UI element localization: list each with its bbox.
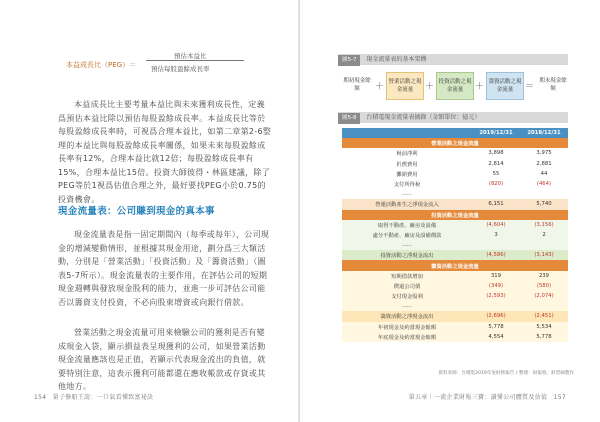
value-cell xyxy=(472,189,520,199)
row-label-cell: 折舊費用 xyxy=(342,159,472,169)
value-cell: (820) xyxy=(472,179,520,189)
box-closing-cash: 期末現金餘額 xyxy=(538,72,568,98)
table-row xyxy=(342,148,568,158)
value-cell: 55 xyxy=(472,169,520,179)
value-cell: 3,975 xyxy=(520,148,568,158)
table-row xyxy=(342,210,568,220)
value-cell: 5,778 xyxy=(472,322,520,332)
value-cell: 319 xyxy=(472,271,520,281)
fraction-line xyxy=(146,60,244,61)
table-row xyxy=(342,230,568,240)
formula-numerator: 預估本益比 xyxy=(174,52,207,60)
table-row xyxy=(342,260,568,270)
value-cell: (3,143) xyxy=(520,250,568,260)
row-label-cell: 取得不動產、廠房及設備 xyxy=(342,220,472,230)
header-cell xyxy=(342,128,472,138)
value-cell: 6,151 xyxy=(472,199,520,209)
row-label-cell: 攤銷費用 xyxy=(342,169,472,179)
value-cell: (580) xyxy=(520,281,568,291)
row-label-cell: 處分不動產、廠房及設備價款 xyxy=(342,230,472,240)
row-label-cell: 籌資活動之淨現金流出 xyxy=(342,311,472,321)
formula-label: 本益成長比（PEG）＝ xyxy=(66,61,137,69)
row-label-cell: 年底現金及約當現金餘額 xyxy=(342,332,472,342)
paragraph-operating: 營業活動之現金流量可用來檢驗公司的獲利是否有變成現金入袋，顯示損益表呈現獲利的公司，如果營業活動現金流量應該也是正值，若顯示代表現金流出的負值，就要特別注意，這表示獲利可能都還在應收帳款或存貨或其他地方。 xyxy=(58,328,266,391)
value-cell xyxy=(472,301,520,311)
table-row xyxy=(342,332,568,342)
value-cell: 3 xyxy=(472,230,520,240)
formula-denominator: 預估每股盈餘成長率 xyxy=(151,65,210,73)
table-row xyxy=(342,281,568,291)
value-cell xyxy=(520,189,568,199)
figure-tag: 圖5-8 xyxy=(338,113,360,124)
box-investing: 投資活動之現金流量 xyxy=(436,72,474,100)
table-row xyxy=(342,271,568,281)
table-row xyxy=(342,301,568,311)
value-cell: 5,740 xyxy=(520,199,568,209)
value-cell: (2,593) xyxy=(472,291,520,301)
value-cell: (2,074) xyxy=(520,291,568,301)
section-header-cell: 營業活動之現金流量 xyxy=(342,138,568,148)
section-header-cell: 籌資活動之現金流量 xyxy=(342,260,568,270)
row-label-cell: 支付現金股利 xyxy=(342,291,472,301)
value-cell xyxy=(520,301,568,311)
value-cell: (2,451) xyxy=(520,311,568,321)
value-cell: 239 xyxy=(520,271,568,281)
table-row xyxy=(342,322,568,332)
plus-symbol: ＋ xyxy=(425,82,435,92)
figure-tag: 圖5-7 xyxy=(338,55,360,66)
paragraph-cashflow: 現金流量表是指一固定期間內（每季或每年），公司現金的增減變動情形，並根據其現金用途，劃分爲三大類活動，分別是「營業活動」「投資活動」及「籌資活動」（圖表5-7所示）。現金流量表的主要作用，在評估公司的短期現金週轉與發放現金股利的能力，並進一步可評估公司能否以籌資支付投資，不必向股東增資或向銀行借款。 xyxy=(58,230,270,307)
right-footer: 第五章｜一流企業財報三寶：讀懂公司體質及估值 157 xyxy=(408,394,566,401)
row-label-cell: 支付所得稅 xyxy=(342,179,472,189)
row-label-cell: 投資活動之淨現金流出 xyxy=(342,250,472,260)
value-cell: 2 xyxy=(520,230,568,240)
value-cell xyxy=(520,240,568,250)
box-opening-cash: 期初現金餘額 xyxy=(342,72,372,98)
row-label-cell: 償還公司債 xyxy=(342,281,472,291)
box-operating: 營業活動之現金流量 xyxy=(386,72,424,100)
left-footer: 154 量子修船王說：一口氣看懂致富祕訣 xyxy=(34,394,154,401)
table-row xyxy=(342,250,568,260)
plus-symbol: ＋ xyxy=(475,82,485,92)
figure-5-7-header xyxy=(338,54,568,65)
table-row xyxy=(342,189,568,199)
cashflow-table xyxy=(342,128,568,342)
table-row xyxy=(342,220,568,230)
value-cell: (349) xyxy=(472,281,520,291)
value-cell: 2,814 xyxy=(472,159,520,169)
header-cell: 2019/12/31 xyxy=(472,128,520,138)
figure-title: 台積電現金流量表摘錄（金額單位：億元） xyxy=(366,114,481,121)
table-row xyxy=(342,179,568,189)
value-cell xyxy=(472,240,520,250)
value-cell: 5,534 xyxy=(520,322,568,332)
box-financing: 籌資活動之現金流量 xyxy=(486,72,524,100)
value-cell: (2,696) xyxy=(472,311,520,321)
value-cell: 3,898 xyxy=(472,148,520,158)
row-label-cell: ...... xyxy=(342,189,472,199)
table-row xyxy=(342,199,568,209)
plus-symbol: ＋ xyxy=(375,82,385,92)
table-header-row xyxy=(342,128,568,138)
row-label-cell: 營運活動產生之淨現金流入 xyxy=(342,199,472,209)
row-label-cell: 年初現金及約當現金餘額 xyxy=(342,322,472,332)
value-cell: 5,778 xyxy=(520,332,568,342)
row-label-cell: 短期借款增加 xyxy=(342,271,472,281)
section-header-cell: 投資活動之現金流量 xyxy=(342,210,568,220)
value-cell: (4,586) xyxy=(472,250,520,260)
table-row xyxy=(342,291,568,301)
table-row xyxy=(342,138,568,148)
value-cell: (4,604) xyxy=(472,220,520,230)
paragraph-peg: 本益成長比主要考量本益比與未來獲利成長性，定義爲預估本益比除以預估每股盈餘成長率。本益成長比等於每股盈餘成長率時，可視爲合理本益比，如第二章第2-6整理的本益比與每股盈餘成長率關係，如果未來每股盈餘成長率有12%，合理本益比就12倍；每股盈餘成長率有15%，合理本益比15倍。投資大師彼得・林區建議，除了PEG等於1視爲估值合理之外，最好要找PEG小於0.75的投資機會。 xyxy=(58,100,272,204)
value-cell: (464) xyxy=(520,179,568,189)
figure-5-8-header xyxy=(338,112,568,123)
table-row xyxy=(342,311,568,321)
header-cell: 2018/12/31 xyxy=(520,128,568,138)
row-label-cell: ...... xyxy=(342,301,472,311)
value-cell: 4,554 xyxy=(472,332,520,342)
table-row xyxy=(342,169,568,179)
value-cell: (3,156) xyxy=(520,220,568,230)
value-cell: 44 xyxy=(520,169,568,179)
row-label-cell: ...... xyxy=(342,240,472,250)
value-cell: 2,881 xyxy=(520,159,568,169)
table-row xyxy=(342,159,568,169)
table-row xyxy=(342,240,568,250)
section-title: 現金流量表：公司賺到現金的真本事 xyxy=(58,206,215,217)
figure-title: 現金流量表的基本架構 xyxy=(366,56,427,63)
row-label-cell: 稅前淨利 xyxy=(342,148,472,158)
cashflow-structure-diagram xyxy=(342,72,568,100)
peg-formula xyxy=(66,50,266,80)
equals-symbol: ＝ xyxy=(525,82,535,92)
source-note: 資料來源：台積電2019年度財務報告 / 整理：財報狗、鈔票線製作 xyxy=(438,371,574,376)
